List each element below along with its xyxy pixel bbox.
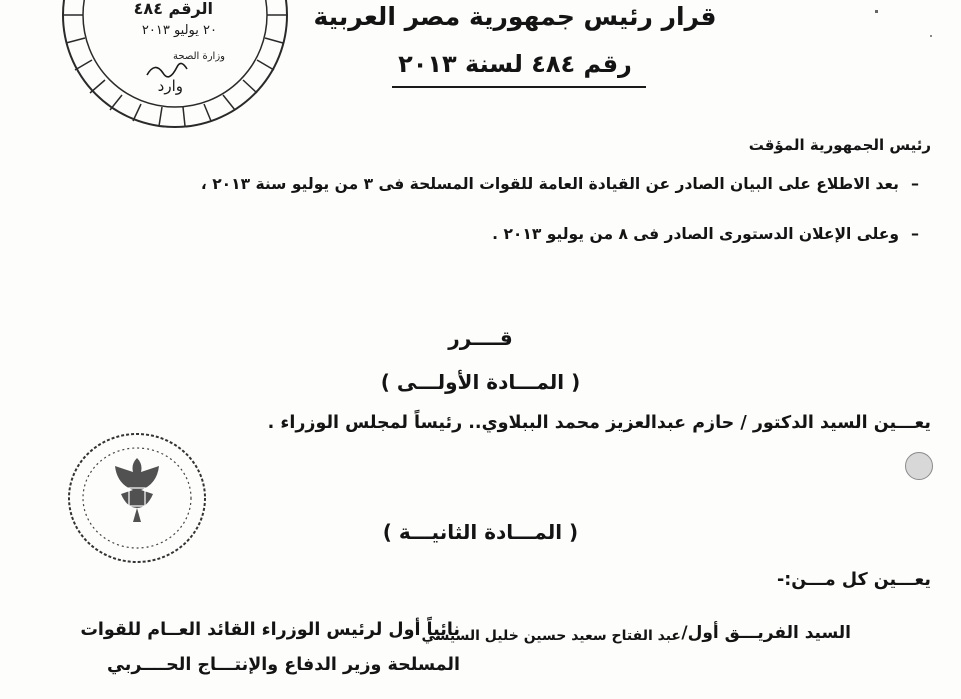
appointee-position-1: نائباً أول لرئيس الوزراء القائد العــام للقوات xyxy=(80,620,460,640)
eagle-seal-icon xyxy=(65,428,210,568)
preamble-dash-2: – xyxy=(911,224,919,243)
article-2-heading: ( المـــادة الثانيـــة ) xyxy=(382,520,579,544)
article-1-text: يعـــين السيد الدكتور / حازم عبدالعزيز محمد الببلاوي.. رئيساً لمجلس الوزراء . xyxy=(267,413,931,433)
stamp-incoming: وارد xyxy=(157,77,183,95)
incoming-stamp xyxy=(55,0,295,135)
preamble-dash-1: – xyxy=(911,174,919,193)
appointee-title: السيد الفريـــق أول/ xyxy=(681,623,851,643)
stamp-number: الرقم ٤٨٤ xyxy=(133,0,213,18)
appointee-position-2: المسلحة وزير الدفاع والإنتـــاج الحــــربي xyxy=(107,655,460,675)
punch-hole xyxy=(905,452,933,480)
decree-number: رقم ٤٨٤ لسنة ٢٠١٣ xyxy=(398,50,632,78)
decision-heading: قــــرر xyxy=(448,326,513,350)
document-title: قرار رئيس جمهورية مصر العربية xyxy=(313,2,717,31)
appointee-name: عبد الفتاح سعيد حسين خليل السيسي xyxy=(421,628,681,644)
preamble-item-2: وعلى الإعلان الدستورى الصادر فى ٨ من يوليو ٢٠١٣ . xyxy=(492,225,899,243)
issuer-heading: رئيس الجمهورية المؤقت xyxy=(748,136,931,154)
article-1-heading: ( المـــادة الأولـــى ) xyxy=(380,370,581,394)
scan-speck xyxy=(930,35,932,37)
article-2-text: يعـــين كل مـــن:- xyxy=(776,570,931,590)
preamble-item-1: بعد الاطلاع على البيان الصادر عن القيادة العامة للقوات المسلحة فى ٣ من يوليو سنة ٢٠١٣ ، xyxy=(200,175,899,193)
stamp-date: ٢٠ يوليو ٢٠١٣ xyxy=(141,23,217,38)
stamp-ministry: وزارة الصحة xyxy=(173,51,225,62)
stamp-ring xyxy=(55,0,295,135)
title-underline xyxy=(392,86,646,88)
state-seal xyxy=(65,428,210,568)
scan-speck xyxy=(875,10,878,13)
